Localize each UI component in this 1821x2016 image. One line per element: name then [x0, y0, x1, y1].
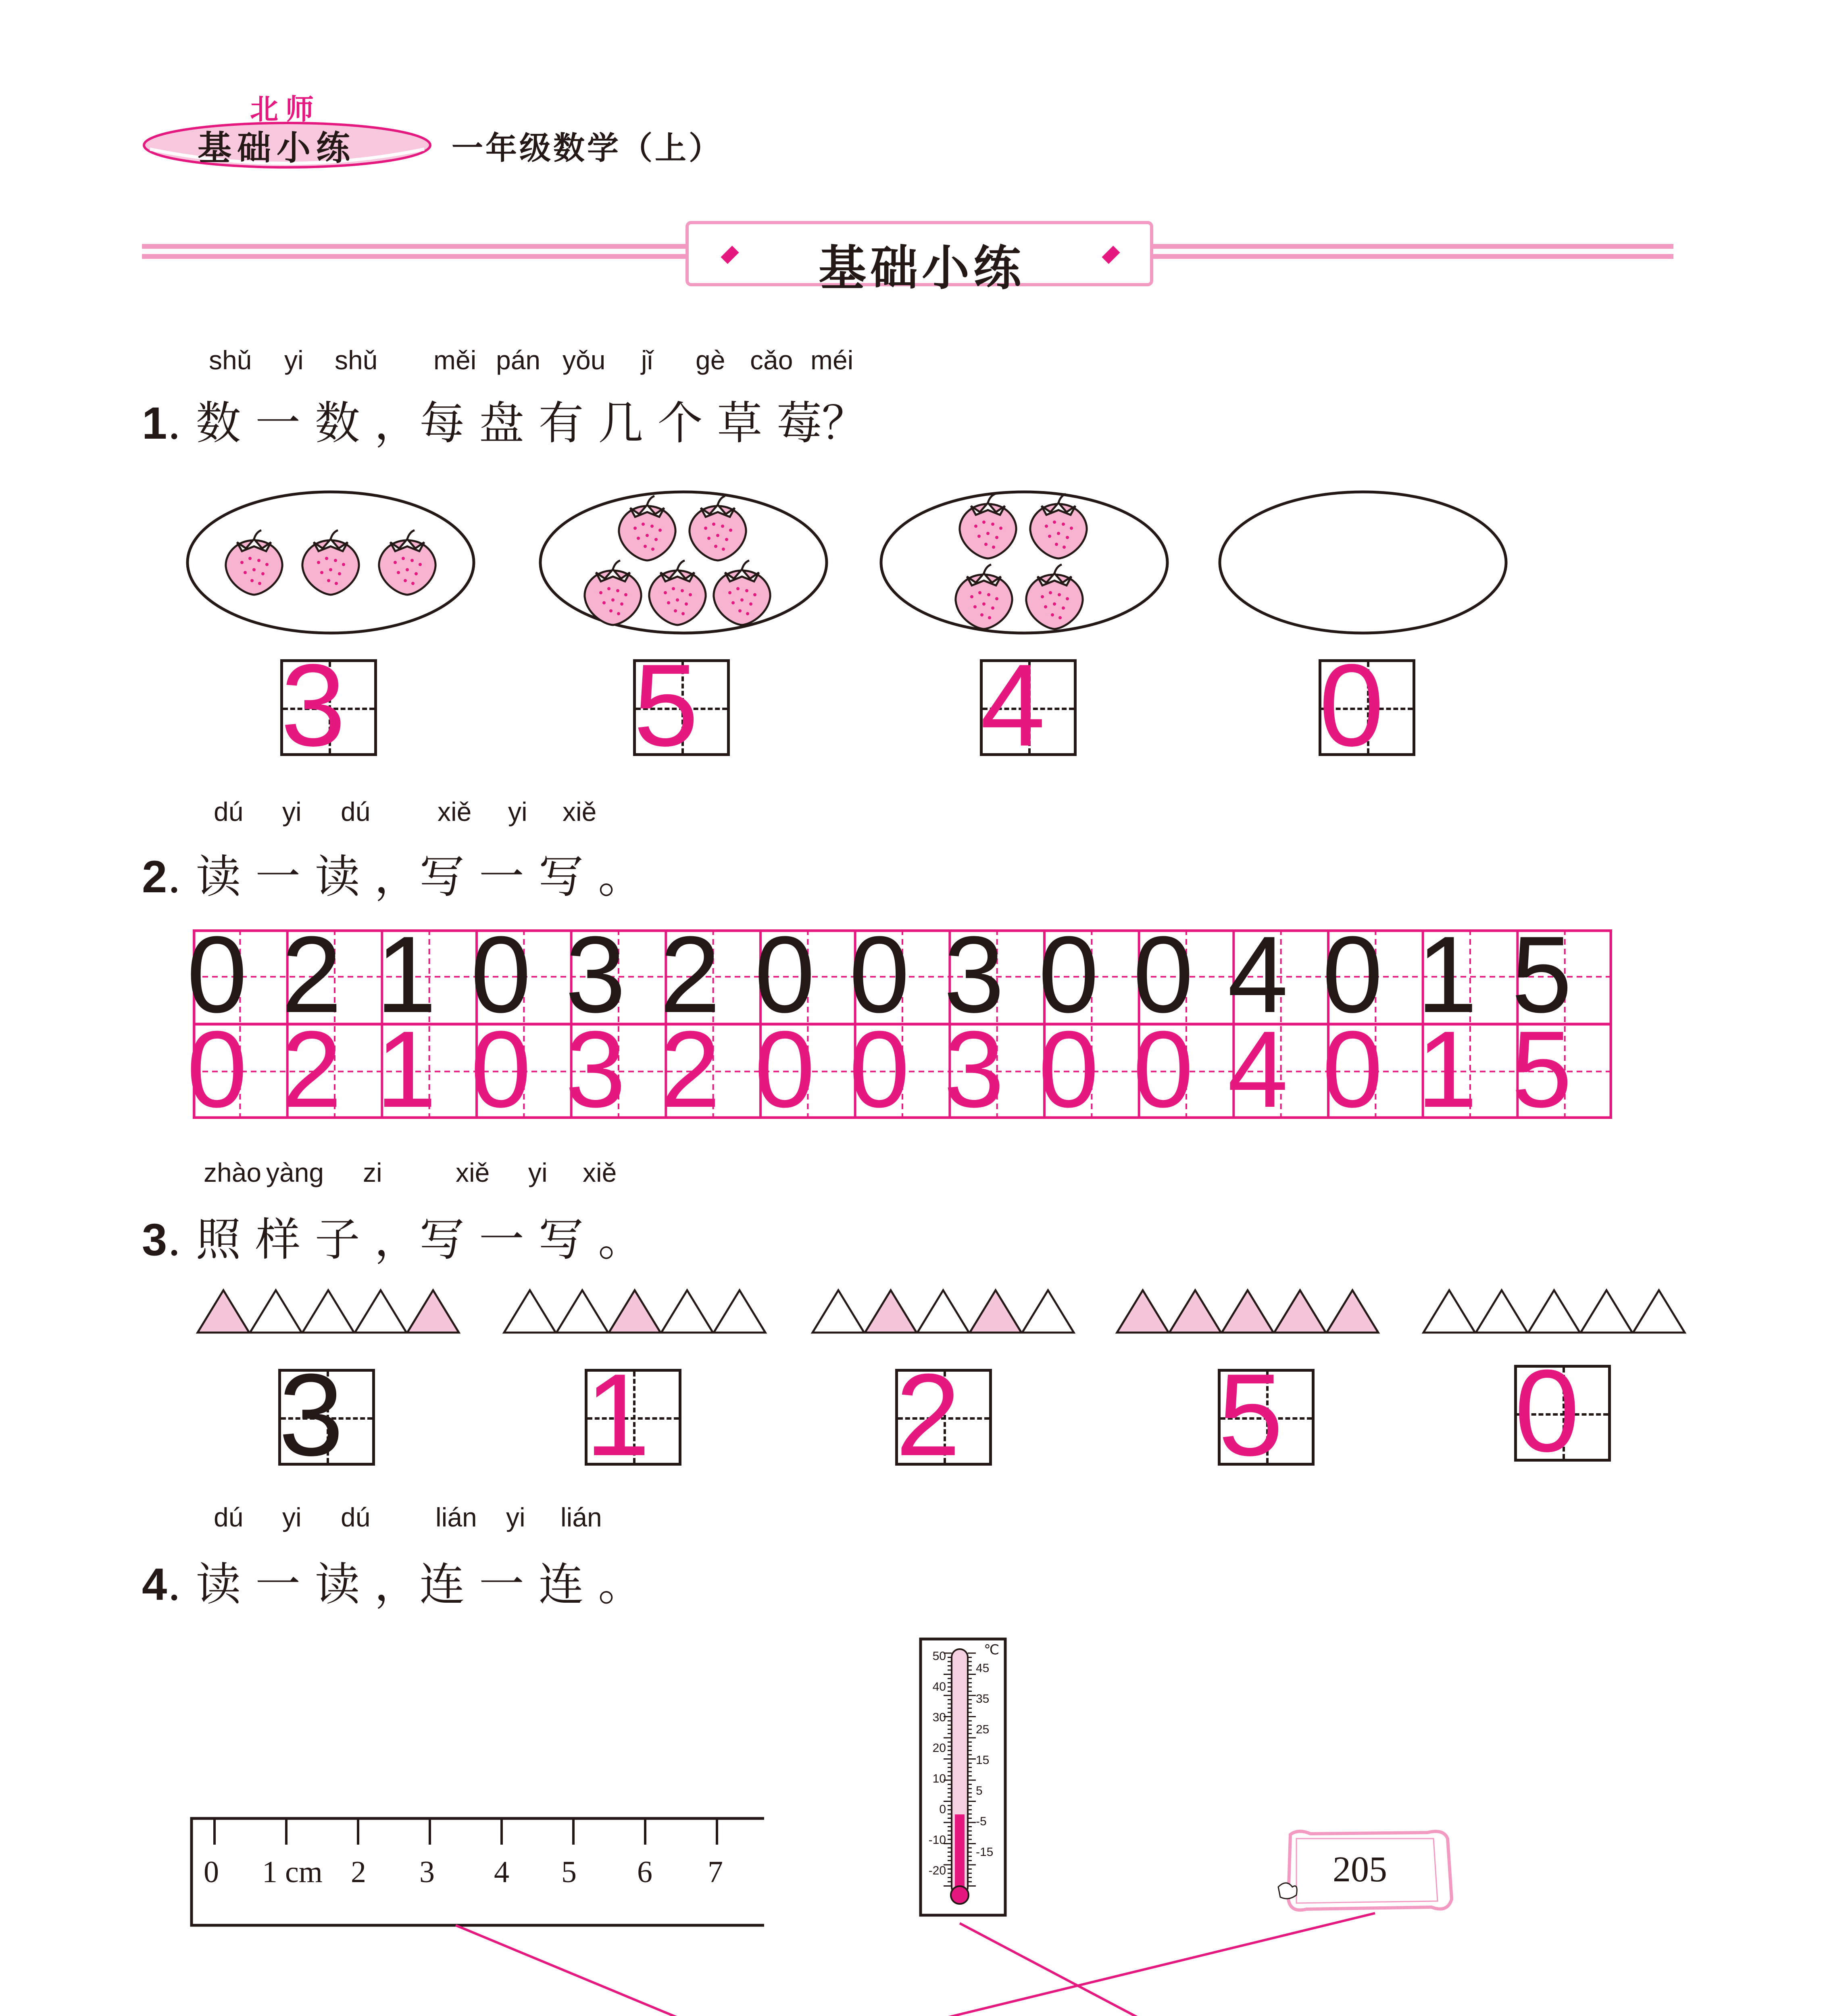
- q1-pinyin-1: shǔ: [209, 345, 252, 375]
- q4-pinyin-6: lián: [560, 1502, 602, 1532]
- q1-pinyin-10: méi: [810, 345, 854, 375]
- triangle-icon: [1117, 1290, 1169, 1333]
- q1-pinyin-8: gè: [696, 345, 725, 375]
- thermometer-left-scale: [927, 1641, 946, 1886]
- triangle-icon: [1169, 1290, 1221, 1333]
- q1-pinyin-2: yi: [284, 345, 304, 375]
- thermo-right-15: 15: [976, 1754, 990, 1767]
- brand-main-text: 基础小练: [198, 128, 356, 168]
- q2-model-digit-1: 0: [187, 914, 248, 1035]
- banner-band-left-bottom: [142, 254, 690, 259]
- q1-pinyin-6: yǒu: [563, 345, 606, 375]
- q2-written-digit-7: 0: [754, 1009, 815, 1130]
- q2-model-digit-9: 3: [944, 914, 1004, 1035]
- q2-written-digit-11: 0: [1133, 1009, 1194, 1130]
- q2-number: 2: [142, 852, 167, 902]
- ruler-label-1: 1 cm: [262, 1855, 323, 1889]
- triangle-icon: [355, 1290, 406, 1333]
- q2-model-digit-11: 0: [1133, 914, 1194, 1035]
- q4-pinyin-2: yi: [282, 1502, 302, 1532]
- ruler-label-2: 2: [351, 1855, 366, 1889]
- thermo-right-35: 35: [976, 1692, 990, 1706]
- triangle-icon: [1423, 1290, 1475, 1333]
- triangle-icon: [609, 1290, 660, 1333]
- q1-answer-1: 3: [281, 640, 346, 771]
- q2-written-digit-2: 2: [281, 1009, 342, 1130]
- triangle-icon: [1222, 1290, 1273, 1333]
- q3-pinyin-5: yi: [528, 1158, 548, 1187]
- ruler-label-5: 5: [561, 1855, 577, 1889]
- q4-title: [142, 1548, 643, 1613]
- q1-pinyin-9: cǎo: [750, 345, 793, 375]
- q2-written-digit-15: 5: [1511, 1009, 1572, 1130]
- q1-plates: [185, 476, 1524, 661]
- ruler-label-0: 0: [204, 1855, 219, 1889]
- thermo-right-5: 5: [976, 1784, 983, 1797]
- q2-model-digit-6: 2: [660, 914, 721, 1035]
- ruler-label-4: 4: [494, 1855, 509, 1889]
- thermo-left-30: 30: [932, 1711, 946, 1724]
- q2-pinyin-2: yi: [282, 797, 302, 827]
- q3-answer-box-4[interactable]: [1218, 1350, 1315, 1480]
- triangle-icon: [1327, 1290, 1378, 1333]
- q2-written-digit-5: 3: [565, 1009, 626, 1130]
- q2-model-digit-10: 0: [1038, 914, 1099, 1035]
- q3-pinyin-6: xiě: [583, 1158, 617, 1187]
- q2-pinyin-1: dú: [214, 797, 244, 827]
- q2-pinyin-3: dú: [341, 797, 371, 827]
- triangle-icon: [407, 1290, 459, 1333]
- triangle-icon: [1633, 1290, 1685, 1333]
- q1-pinyin-7: jǐ: [641, 345, 653, 375]
- q3-number: 3: [142, 1214, 167, 1265]
- q1-answer-box-1[interactable]: [280, 640, 377, 771]
- triangle-icon: [1581, 1290, 1632, 1333]
- triangle-icon: [250, 1290, 302, 1333]
- plate-3: [881, 492, 1167, 633]
- banner-band-right-bottom: [1153, 254, 1673, 259]
- q1-answer-box-3[interactable]: [980, 640, 1077, 771]
- q4-pinyin-4: lián: [435, 1502, 477, 1532]
- q2-model-digit-13: 0: [1322, 914, 1383, 1035]
- q2-written-digit-10: 0: [1038, 1009, 1099, 1130]
- q2-model-digit-3: 1: [376, 914, 437, 1035]
- q1-answer-3: 4: [980, 640, 1046, 771]
- thermo-left-40: 40: [932, 1680, 946, 1693]
- triangle-icon: [865, 1290, 917, 1333]
- q2-written-digit-13: 0: [1322, 1009, 1383, 1130]
- q1-pinyin-4: měi: [433, 345, 477, 375]
- q2-model-digit-14: 1: [1417, 914, 1477, 1035]
- q1-pinyin-3: shǔ: [335, 345, 378, 375]
- q1-answer-2: 5: [633, 640, 699, 771]
- q2-written-digit-1: 0: [187, 1009, 248, 1130]
- q3-answer-1: 3: [279, 1350, 344, 1480]
- q4-pinyin-1: dú: [214, 1502, 244, 1532]
- thermo-left-neg20: -20: [928, 1864, 946, 1877]
- q2-model-digit-15: 5: [1511, 914, 1572, 1035]
- q3-triangles: [190, 1284, 1690, 1341]
- q3-title: [142, 1204, 643, 1268]
- q2-writing-grid[interactable]: [187, 914, 1612, 1130]
- q3-pinyin-4: xiě: [456, 1158, 490, 1187]
- q1-answer-4: 0: [1319, 640, 1384, 771]
- triangle-icon: [661, 1290, 713, 1333]
- q2-title: [142, 841, 643, 906]
- q4-number: 4: [142, 1559, 167, 1610]
- q2-written-digit-3: 1: [376, 1009, 437, 1130]
- q2-model-digit-12: 4: [1227, 914, 1288, 1035]
- q2-model-digit-2: 2: [281, 914, 342, 1035]
- q3-pinyin-1: zhào: [204, 1158, 262, 1187]
- q3-answer-4: 5: [1218, 1350, 1283, 1480]
- q1-title: [142, 387, 867, 452]
- triangle-icon: [198, 1290, 249, 1333]
- number-tag-label: 205: [1333, 1849, 1387, 1889]
- q2-written-digit-6: 2: [660, 1009, 721, 1130]
- triangle-icon: [813, 1290, 864, 1333]
- triangle-icon: [1528, 1290, 1580, 1333]
- banner-band-left-top: [142, 244, 690, 249]
- thermo-right-neg5: -5: [976, 1815, 987, 1828]
- banner-title: 基础小练: [819, 240, 1025, 296]
- q1-answer-box-2[interactable]: [633, 640, 730, 771]
- q2-model-digit-4: 0: [471, 914, 531, 1035]
- q1-text: . 数 一 数 ，每 盘 有 几 个 草 莓？: [167, 397, 867, 450]
- q3-text: . 照 样 子 ，写 一 写 。: [167, 1214, 644, 1266]
- book-title: 一年级数学（上）: [452, 130, 723, 167]
- plate-4: [1220, 492, 1506, 633]
- q3-answer-2: 1: [585, 1350, 650, 1480]
- thermometer-right-scale: [976, 1653, 1000, 1868]
- thermo-left-0: 0: [939, 1803, 946, 1816]
- q2-pinyin-6: xiě: [563, 797, 597, 827]
- banner-band-right-top: [1153, 244, 1673, 249]
- q3-answer-box-2[interactable]: [585, 1350, 681, 1480]
- line-ruler-to-start: [456, 1925, 946, 2016]
- triangle-icon: [302, 1290, 354, 1333]
- q2-pinyin-4: xiě: [438, 797, 472, 827]
- q2-written-digit-9: 3: [944, 1009, 1004, 1130]
- ruler-label-3: 3: [419, 1855, 435, 1889]
- q1-number: 1: [142, 398, 167, 448]
- q2-pinyin-5: yi: [508, 797, 527, 827]
- q2-model-digit-7: 0: [754, 914, 815, 1035]
- brand-small-text: 北师: [250, 93, 321, 126]
- triangle-icon: [1022, 1290, 1074, 1333]
- line-tag-to-placeholder: [415, 1913, 1375, 2016]
- thermo-right-45: 45: [976, 1662, 990, 1675]
- q4-pinyin-5: yi: [506, 1502, 525, 1532]
- q2-written-digit-8: 0: [849, 1009, 910, 1130]
- q1-answer-box-4[interactable]: [1319, 640, 1415, 771]
- triangle-icon: [714, 1290, 765, 1333]
- q2-written-digit-4: 0: [471, 1009, 531, 1130]
- ruler-label-7: 7: [708, 1855, 723, 1889]
- thermo-left-10: 10: [932, 1772, 946, 1785]
- q3-answer-5: 0: [1515, 1345, 1580, 1476]
- q2-text: . 读 一 读 ，写 一 写 。: [167, 851, 644, 903]
- thermo-left-50: 50: [932, 1649, 946, 1663]
- triangle-icon: [556, 1290, 608, 1333]
- thermometer-unit: ℃: [984, 1642, 1000, 1658]
- triangle-icon: [1476, 1290, 1527, 1333]
- triangle-icon: [1274, 1290, 1326, 1333]
- q2-written-digit-14: 1: [1417, 1009, 1477, 1130]
- ruler-label-6: 6: [637, 1855, 652, 1889]
- triangle-icon: [504, 1290, 556, 1333]
- q3-answer-3: 2: [896, 1350, 961, 1480]
- triangle-icon: [970, 1290, 1021, 1333]
- line-thermometer-to-boundary: [960, 1923, 1383, 2016]
- q4-text: . 读 一 读 ，连 一 连 。: [167, 1558, 644, 1611]
- thermo-right-25: 25: [976, 1723, 990, 1736]
- q1-pinyin-5: pán: [496, 345, 541, 375]
- q2-written-digit-12: 4: [1227, 1009, 1288, 1130]
- q3-answer-box-1[interactable]: [278, 1350, 375, 1480]
- triangle-icon: [917, 1290, 969, 1333]
- thermo-left-neg10: -10: [928, 1833, 946, 1847]
- thermo-left-20: 20: [932, 1741, 946, 1755]
- q3-answer-box-5[interactable]: [1514, 1345, 1611, 1476]
- q3-pinyin-3: zi: [363, 1158, 382, 1187]
- q2-model-digit-8: 0: [849, 914, 910, 1035]
- thermo-right-neg15: -15: [976, 1845, 994, 1859]
- q2-model-digit-5: 3: [565, 914, 626, 1035]
- q3-pinyin-2: yàng: [266, 1158, 324, 1187]
- q4-pinyin-3: dú: [341, 1502, 371, 1532]
- connect-lines: [0, 1895, 1821, 2016]
- q3-answer-box-3[interactable]: [895, 1350, 992, 1480]
